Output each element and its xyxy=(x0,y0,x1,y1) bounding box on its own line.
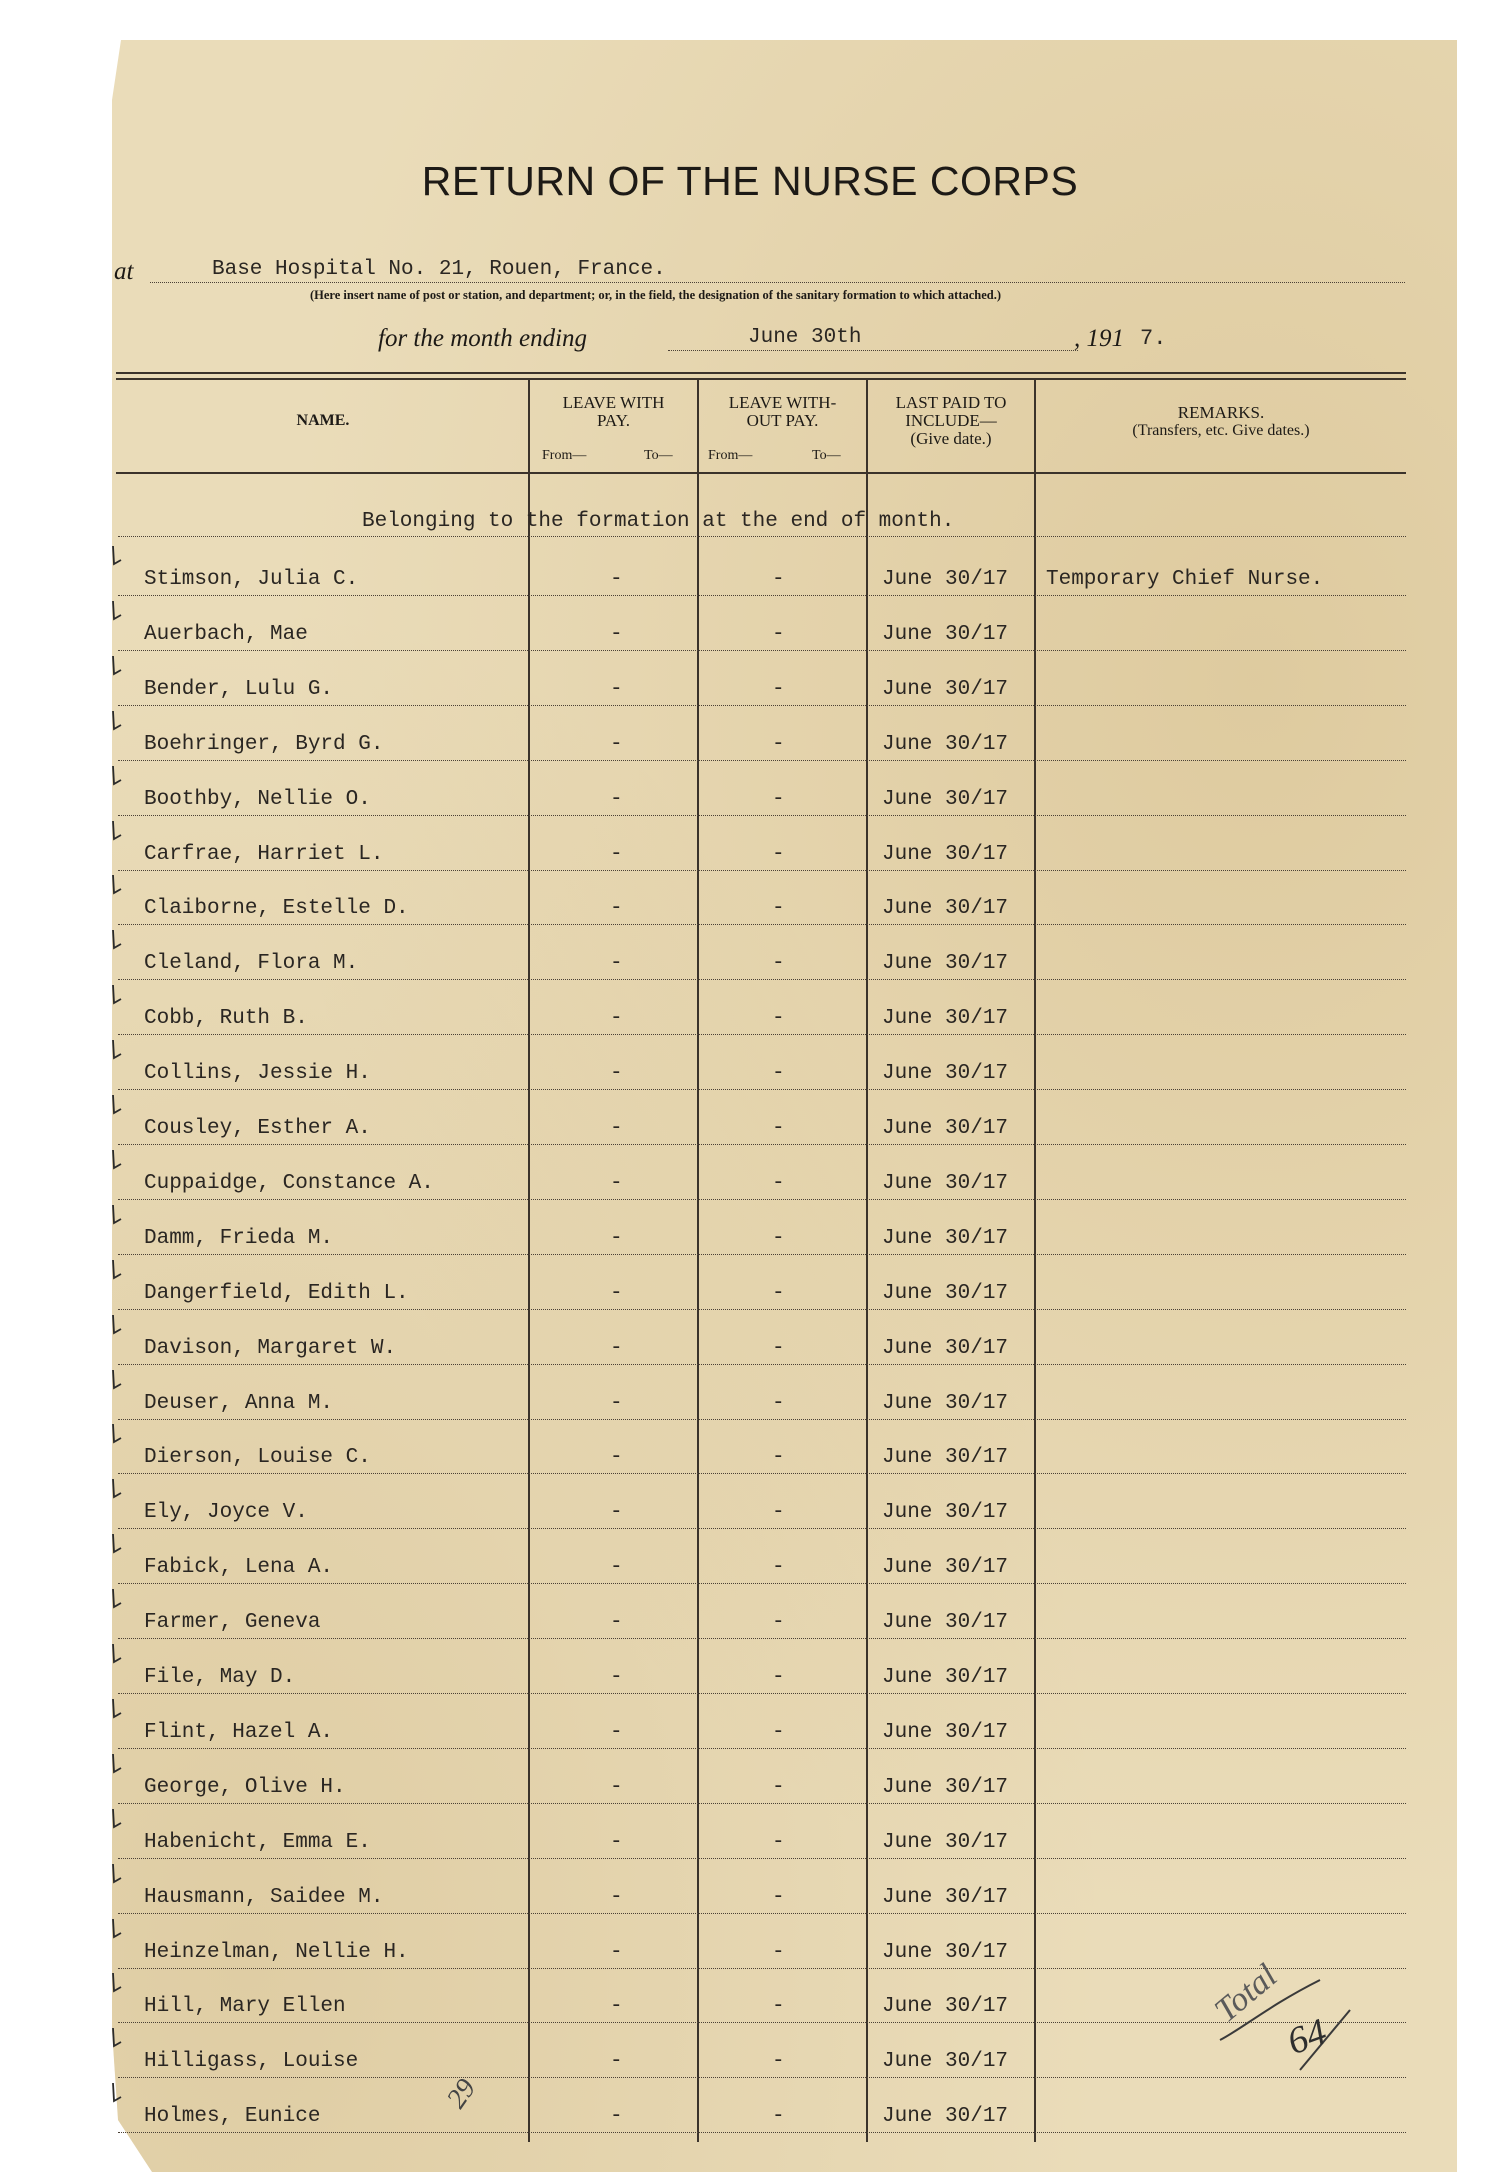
check-mark-icon xyxy=(110,764,124,792)
table-row xyxy=(118,1583,1406,1639)
year-suffix: 7. xyxy=(1140,326,1167,351)
col-header-remarks: REMARKS. (Transfers, etc. Give dates.) xyxy=(1132,403,1310,439)
check-mark-icon xyxy=(110,928,124,956)
cell-leave-pay: - xyxy=(610,1830,623,1854)
check-mark-icon xyxy=(110,1752,124,1780)
cell-leave-nopay: - xyxy=(772,1501,785,1525)
cell-leave-nopay: - xyxy=(772,1666,785,1689)
cell-leave-nopay: - xyxy=(772,1556,785,1580)
cell-last-paid: June 30/17 xyxy=(882,842,1009,866)
cell-name: Boothby, Nellie O. xyxy=(144,787,371,811)
check-mark-icon xyxy=(110,1422,124,1450)
col-header-leave-nopay-from: From— xyxy=(708,448,753,463)
cell-leave-pay: - xyxy=(610,1336,623,1360)
cell-name: Claiborne, Estelle D. xyxy=(144,897,409,921)
cell-name: Boehringer, Byrd G. xyxy=(144,732,384,756)
cell-last-paid: June 30/17 xyxy=(882,1611,1009,1635)
cell-leave-nopay: - xyxy=(772,1062,785,1086)
check-mark-icon xyxy=(110,1258,124,1286)
table-row xyxy=(118,1144,1406,1200)
cell-last-paid: June 30/17 xyxy=(882,1775,1009,1799)
cell-name: Collins, Jessie H. xyxy=(144,1062,371,1086)
cell-leave-pay: - xyxy=(610,842,623,866)
col-header-leave-pay: LEAVE WITH PAY. xyxy=(562,393,665,430)
table-row xyxy=(118,540,1406,596)
cell-name: Farmer, Geneva xyxy=(144,1611,321,1635)
table-row xyxy=(118,1748,1406,1804)
table-row xyxy=(118,924,1406,980)
cell-last-paid: June 30/17 xyxy=(882,1446,1009,1470)
col-header-leave-pay-from: From— xyxy=(542,448,587,463)
table-row xyxy=(118,869,1406,925)
at-label: at xyxy=(114,258,134,285)
table-row xyxy=(118,1364,1406,1420)
cell-leave-pay: - xyxy=(610,1666,623,1689)
section-heading-line xyxy=(118,536,1406,537)
cell-last-paid: June 30/17 xyxy=(882,568,1009,591)
cell-name: Cousley, Esther A. xyxy=(144,1117,371,1140)
cell-last-paid: June 30/17 xyxy=(882,2050,1009,2074)
table-row xyxy=(118,1418,1406,1474)
month-line xyxy=(668,350,1078,351)
check-mark-icon xyxy=(110,1862,124,1890)
cell-leave-nopay: - xyxy=(772,1226,785,1250)
cell-leave-pay: - xyxy=(610,568,623,591)
cell-last-paid: June 30/17 xyxy=(882,1281,1009,1305)
cell-last-paid: June 30/17 xyxy=(882,622,1009,646)
cell-name: Cobb, Ruth B. xyxy=(144,1007,308,1031)
check-mark-icon xyxy=(110,1038,124,1066)
check-mark-icon xyxy=(110,1807,124,1835)
check-mark-icon xyxy=(110,2026,124,2054)
cell-leave-pay: - xyxy=(610,1171,623,1195)
check-mark-icon xyxy=(110,1697,124,1725)
cell-last-paid: June 30/17 xyxy=(882,1007,1009,1031)
col-header-leave-nopay-to: To— xyxy=(812,448,841,463)
cell-last-paid: June 30/17 xyxy=(882,1940,1009,1964)
cell-leave-nopay: - xyxy=(772,1830,785,1854)
cell-leave-nopay: - xyxy=(772,1007,785,1031)
cell-leave-pay: - xyxy=(610,732,623,756)
cell-last-paid: June 30/17 xyxy=(882,2105,1009,2129)
cell-last-paid: June 30/17 xyxy=(882,787,1009,811)
check-mark-icon xyxy=(110,599,124,627)
cell-leave-pay: - xyxy=(610,1501,623,1525)
cell-name: Ely, Joyce V. xyxy=(144,1501,308,1525)
cell-name: Fabick, Lena A. xyxy=(144,1556,334,1580)
cell-leave-pay: - xyxy=(610,1940,623,1964)
check-mark-icon xyxy=(110,544,124,572)
cell-last-paid: June 30/17 xyxy=(882,1501,1009,1525)
station-value: Base Hospital No. 21, Rouen, France. xyxy=(212,258,666,281)
cell-leave-nopay: - xyxy=(772,2105,785,2129)
table-row xyxy=(118,1693,1406,1749)
cell-leave-nopay: - xyxy=(772,1171,785,1195)
cell-leave-nopay: - xyxy=(772,2050,785,2074)
table-row xyxy=(118,760,1406,816)
cell-name: Heinzelman, Nellie H. xyxy=(144,1940,409,1964)
cell-name: Stimson, Julia C. xyxy=(144,568,359,591)
cell-leave-pay: - xyxy=(610,2105,623,2129)
table-row xyxy=(118,1528,1406,1584)
cell-leave-pay: - xyxy=(610,1446,623,1470)
check-mark-icon xyxy=(110,1532,124,1560)
cell-last-paid: June 30/17 xyxy=(882,1995,1009,2019)
cell-leave-nopay: - xyxy=(772,952,785,976)
check-mark-icon xyxy=(110,1148,124,1176)
cell-name: Carfrae, Harriet L. xyxy=(144,842,384,866)
cell-leave-nopay: - xyxy=(772,1611,785,1635)
check-mark-icon xyxy=(110,2081,124,2109)
table-top-rule xyxy=(116,372,1406,374)
cell-last-paid: June 30/17 xyxy=(882,1391,1009,1415)
table-row xyxy=(118,979,1406,1035)
cell-last-paid: June 30/17 xyxy=(882,1666,1009,1689)
cell-leave-nopay: - xyxy=(772,787,785,811)
col-header-name: NAME. xyxy=(296,412,350,429)
check-mark-icon xyxy=(110,1093,124,1121)
cell-name: Hausmann, Saidee M. xyxy=(144,1885,384,1909)
cell-leave-pay: - xyxy=(610,1007,623,1031)
page-title: RETURN OF THE NURSE CORPS xyxy=(421,158,1079,204)
cell-last-paid: June 30/17 xyxy=(882,1830,1009,1854)
table-row xyxy=(118,650,1406,706)
cell-leave-pay: - xyxy=(610,622,623,646)
cell-remarks: Temporary Chief Nurse. xyxy=(1046,568,1324,591)
cell-leave-pay: - xyxy=(610,1720,623,1744)
check-mark-icon xyxy=(110,1368,124,1396)
cell-last-paid: June 30/17 xyxy=(882,897,1009,921)
cell-last-paid: June 30/17 xyxy=(882,677,1009,701)
cell-last-paid: June 30/17 xyxy=(882,1062,1009,1086)
cell-name: Habenicht, Emma E. xyxy=(144,1830,371,1854)
cell-last-paid: June 30/17 xyxy=(882,1885,1009,1909)
cell-leave-nopay: - xyxy=(772,677,785,701)
cell-leave-nopay: - xyxy=(772,1885,785,1909)
station-hint: (Here insert name of post or station, and department; or, in the field, the designation of the sanitary formation to which attached.) xyxy=(310,288,1002,302)
table-row xyxy=(118,1858,1406,1914)
cell-leave-nopay: - xyxy=(772,732,785,756)
table-row xyxy=(118,1309,1406,1365)
cell-leave-pay: - xyxy=(610,1775,623,1799)
check-mark-icon xyxy=(110,873,124,901)
check-mark-icon xyxy=(110,1587,124,1615)
check-mark-icon xyxy=(110,1203,124,1231)
handwritten-total-value: 64 xyxy=(1281,2010,1333,2064)
cell-name: Dierson, Louise C. xyxy=(144,1446,371,1470)
check-mark-icon xyxy=(110,1971,124,1999)
cell-leave-nopay: - xyxy=(772,1720,785,1744)
year-prefix: , 191 xyxy=(1074,325,1124,352)
table-top-rule-2 xyxy=(116,378,1406,380)
col-header-leave-nopay: LEAVE WITH- OUT PAY. xyxy=(728,393,837,430)
cell-leave-nopay: - xyxy=(772,1775,785,1799)
table-row xyxy=(118,1034,1406,1090)
check-mark-icon xyxy=(110,1917,124,1945)
check-mark-icon xyxy=(110,1313,124,1341)
table-row xyxy=(118,1199,1406,1255)
cell-last-paid: June 30/17 xyxy=(882,1336,1009,1360)
check-mark-icon xyxy=(110,819,124,847)
handwritten-total-label: Total xyxy=(1207,1957,1285,2030)
cell-leave-pay: - xyxy=(610,1226,623,1250)
col-header-leave-pay-to: To— xyxy=(644,448,673,463)
cell-name: Bender, Lulu G. xyxy=(144,677,334,701)
cell-leave-pay: - xyxy=(610,952,623,976)
month-value: June 30th xyxy=(748,326,862,349)
cell-last-paid: June 30/17 xyxy=(882,1556,1009,1580)
station-line xyxy=(150,282,1405,283)
col-header-last-paid: LAST PAID TO INCLUDE— (Give date.) xyxy=(895,393,1007,448)
cell-name: Holmes, Eunice xyxy=(144,2105,321,2129)
cell-leave-pay: - xyxy=(610,897,623,921)
cell-leave-pay: - xyxy=(610,2050,623,2074)
table-row xyxy=(118,705,1406,761)
section-heading: Belonging to the formation at the end of month. xyxy=(362,510,955,533)
cell-leave-pay: - xyxy=(610,1885,623,1909)
cell-last-paid: June 30/17 xyxy=(882,1226,1009,1250)
header-bottom-rule xyxy=(116,472,1406,474)
cell-leave-nopay: - xyxy=(772,1117,785,1140)
table-row xyxy=(118,595,1406,651)
cell-name: File, May D. xyxy=(144,1666,296,1689)
cell-leave-nopay: - xyxy=(772,1446,785,1470)
handwritten-page-mark: 29 xyxy=(440,2073,483,2115)
table-row xyxy=(118,1803,1406,1859)
month-label: for the month ending xyxy=(378,325,588,352)
check-mark-icon xyxy=(110,709,124,737)
table-row xyxy=(118,1089,1406,1145)
cell-last-paid: June 30/17 xyxy=(882,952,1009,976)
cell-leave-pay: - xyxy=(610,1062,623,1086)
cell-last-paid: June 30/17 xyxy=(882,1117,1009,1140)
cell-leave-pay: - xyxy=(610,1611,623,1635)
cell-last-paid: June 30/17 xyxy=(882,1720,1009,1744)
check-mark-icon xyxy=(110,983,124,1011)
cell-leave-nopay: - xyxy=(772,1281,785,1305)
cell-leave-pay: - xyxy=(610,1556,623,1580)
cell-name: Flint, Hazel A. xyxy=(144,1720,334,1744)
cell-name: Hill, Mary Ellen xyxy=(144,1995,346,2019)
cell-name: Dangerfield, Edith L. xyxy=(144,1281,409,1305)
table-row xyxy=(118,815,1406,871)
cell-leave-pay: - xyxy=(610,1117,623,1140)
cell-last-paid: June 30/17 xyxy=(882,1171,1009,1195)
check-mark-icon xyxy=(110,1477,124,1505)
cell-name: Davison, Margaret W. xyxy=(144,1336,397,1360)
cell-leave-pay: - xyxy=(610,677,623,701)
cell-leave-nopay: - xyxy=(772,897,785,921)
cell-name: Cuppaidge, Constance A. xyxy=(144,1171,434,1195)
cell-name: George, Olive H. xyxy=(144,1775,346,1799)
table-row xyxy=(118,1254,1406,1310)
cell-name: Cleland, Flora M. xyxy=(144,952,359,976)
cell-name: Auerbach, Mae xyxy=(144,622,308,646)
table-row xyxy=(118,1638,1406,1694)
table-row xyxy=(118,1473,1406,1529)
cell-leave-nopay: - xyxy=(772,1995,785,2019)
cell-name: Hilligass, Louise xyxy=(144,2050,359,2074)
check-mark-icon xyxy=(110,654,124,682)
cell-last-paid: June 30/17 xyxy=(882,732,1009,756)
cell-leave-nopay: - xyxy=(772,568,785,591)
cell-name: Deuser, Anna M. xyxy=(144,1391,334,1415)
cell-leave-pay: - xyxy=(610,1995,623,2019)
cell-leave-nopay: - xyxy=(772,622,785,646)
cell-leave-nopay: - xyxy=(772,1336,785,1360)
cell-name: Damm, Frieda M. xyxy=(144,1226,334,1250)
cell-leave-nopay: - xyxy=(772,1391,785,1415)
cell-leave-nopay: - xyxy=(772,842,785,866)
cell-leave-pay: - xyxy=(610,787,623,811)
cell-leave-pay: - xyxy=(610,1281,623,1305)
cell-leave-pay: - xyxy=(610,1391,623,1415)
check-mark-icon xyxy=(110,1642,124,1670)
cell-leave-nopay: - xyxy=(772,1940,785,1964)
